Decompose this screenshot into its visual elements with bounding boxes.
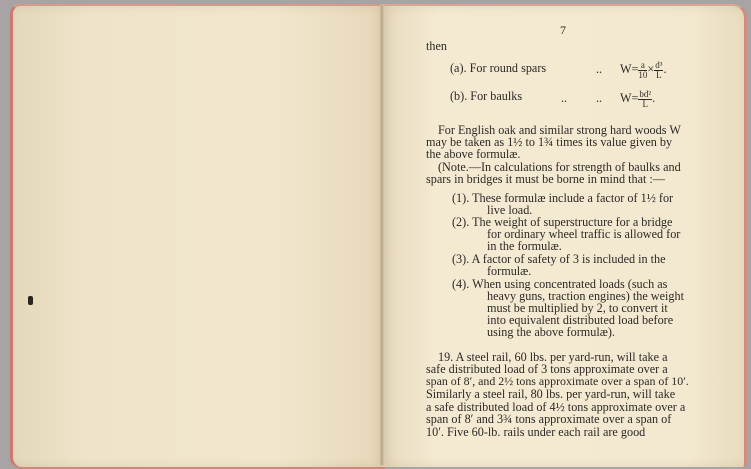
- ink-mark: [28, 296, 33, 305]
- para-19-line-3: span of 8′, and 2½ tons approximate over a span of 10′.: [426, 374, 689, 388]
- para-19-line-5: a safe distributed load of 4½ tons approximate over a: [426, 400, 686, 414]
- item-4-line-4: into equivalent distributed load before: [487, 313, 674, 327]
- formula-a-dots: ..: [596, 62, 603, 76]
- para-19-line-4: Similarly a steel rail, 80 lbs. per yard-run, will take: [426, 387, 676, 401]
- item-1-line-1: (1). These formulæ include a factor of 1½ for: [452, 191, 674, 205]
- formula-b-dots-1: ..: [561, 91, 568, 105]
- item-3-line-2: formulæ.: [487, 264, 532, 278]
- formula-a-label: (a). For round spars: [450, 61, 547, 75]
- left-page-blank: [10, 4, 385, 469]
- line-then: then: [426, 39, 447, 53]
- formula-b: W= $\frac{\text{bd²}}{L}$ .: [620, 88, 656, 109]
- item-4-line-5: using the above formulæ).: [487, 325, 615, 339]
- item-2-line-3: in the formulæ.: [487, 239, 562, 253]
- item-3-line-1: (3). A factor of safety of 3 is included in the: [452, 252, 666, 266]
- para-oak-line-2: may be taken as 1½ to 1¾ times its value given by: [426, 135, 673, 149]
- formula-a-times: ×: [647, 62, 655, 76]
- item-2-line-2: for ordinary wheel traffic is allowed for: [487, 227, 681, 241]
- formula-b-frac: $\frac{\text{bd²}}{L}$: [639, 88, 652, 109]
- para-oak-line-3: the above formulæ.: [426, 147, 521, 161]
- para-19-line-2: safe distributed load of 3 tons approximate over a: [426, 362, 668, 376]
- item-4-line-3: must be multiplied by 2, to convert it: [487, 301, 668, 315]
- formula-b-prefix: W=: [620, 91, 639, 105]
- para-19-line-6: span of 8′ and 3¾ tons approximate over a span of: [426, 412, 672, 426]
- formula-a-prefix: W=: [620, 62, 639, 76]
- formula-b-label: (b). For baulks: [450, 89, 523, 103]
- formula-a-frac2: $\frac{\text{d³}}{L}$: [655, 59, 663, 80]
- note-line-2: spars in bridges it must be borne in mind that :—: [426, 172, 665, 186]
- formula-a-frac1: $\frac{a}{10}$: [638, 59, 648, 80]
- para-oak-line-1: For English oak and similar strong hard woods W: [438, 123, 681, 137]
- formula-a: W= $\frac{a}{10}$ × $\frac{\text{d³}}{L}$ .: [620, 59, 667, 80]
- book-gutter: [380, 4, 384, 465]
- para-19-line-1: 19. A steel rail, 60 lbs. per yard-run, will take a: [438, 350, 668, 364]
- item-2-line-1: (2). The weight of superstructure for a bridge: [452, 215, 673, 229]
- page-number: 7: [560, 23, 566, 37]
- note-line-1: (Note.—In calculations for strength of baulks and: [438, 160, 681, 174]
- item-4-line-2: heavy guns, traction engines) the weight: [487, 289, 684, 303]
- item-1-line-2: live load.: [487, 203, 533, 217]
- para-19-line-7: 10′. Five 60-lb. rails under each rail are good: [426, 425, 646, 439]
- item-4-line-1: (4). When using concentrated loads (such as: [452, 277, 668, 291]
- formula-b-dots-2: ..: [596, 91, 603, 105]
